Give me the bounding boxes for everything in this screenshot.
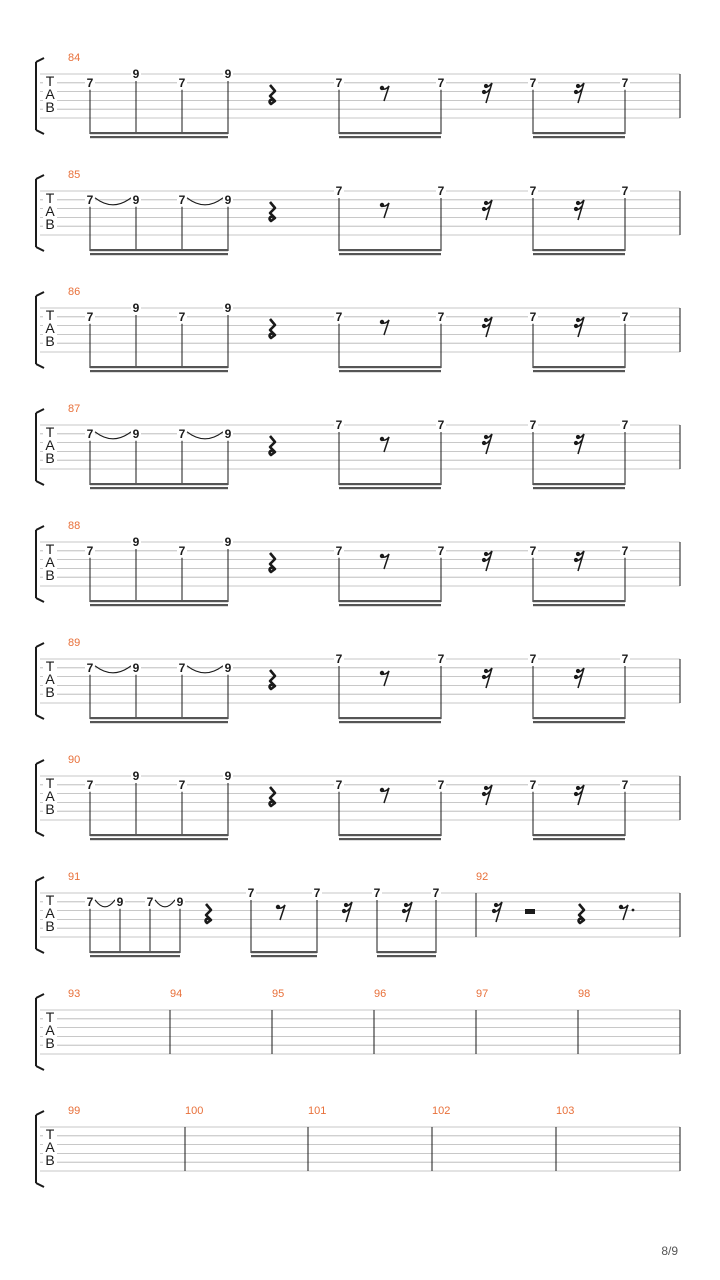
tab-clef-letter: A (45, 203, 55, 219)
staff-system (36, 286, 680, 372)
slur (187, 666, 223, 673)
tab-clef-letter: B (45, 684, 55, 700)
measure-number: 100 (185, 1105, 204, 1117)
beam (533, 487, 625, 489)
measure-number: 85 (68, 169, 81, 181)
fret-number: 7 (86, 75, 94, 90)
measure-number: 103 (556, 1105, 575, 1117)
beam (90, 253, 228, 255)
fret-number: 7 (373, 886, 381, 900)
beam (90, 717, 228, 719)
measure-number: 93 (68, 988, 81, 1000)
tab-clef-letter: B (45, 1035, 55, 1051)
tab-clef-letter: B (45, 801, 55, 817)
beam (251, 955, 317, 957)
beam (90, 721, 228, 723)
fret-number: 9 (116, 894, 124, 909)
tab-clef-letter: B (45, 567, 55, 583)
system-bracket (36, 526, 44, 602)
quarter-rest (206, 904, 211, 923)
fret-number: 7 (621, 777, 629, 792)
beam (533, 366, 625, 368)
fret-number: 7 (621, 543, 629, 558)
fret-number: 7 (621, 75, 629, 90)
beam (533, 838, 625, 840)
beam (90, 487, 228, 489)
tab-clef-letter: T (45, 424, 55, 440)
fret-number: 7 (437, 777, 445, 792)
beam (339, 136, 441, 138)
system-bracket (36, 1111, 44, 1187)
staff-system (36, 637, 680, 723)
fret-number: 9 (224, 301, 232, 315)
fret-number: 9 (132, 301, 140, 315)
measure-number: 89 (68, 637, 81, 649)
beam (533, 600, 625, 602)
fret-number: 7 (178, 660, 186, 675)
fret-number: 9 (224, 769, 232, 783)
tab-clef-letter: A (45, 437, 55, 453)
fret-number: 7 (146, 894, 154, 909)
fret-number: 7 (178, 309, 186, 324)
fret-number: 7 (335, 309, 343, 324)
measure-number: 98 (578, 988, 591, 1000)
fret-number: 7 (529, 75, 537, 90)
beam (533, 370, 625, 372)
fret-number: 7 (86, 894, 94, 909)
fret-number: 7 (437, 418, 445, 432)
beam (90, 136, 228, 138)
fret-number: 7 (529, 652, 537, 666)
tab-clef-letter: B (45, 333, 55, 349)
beam (90, 600, 228, 602)
tab-clef-letter: T (45, 892, 55, 908)
quarter-rest (270, 85, 275, 104)
beam (533, 717, 625, 719)
beam (533, 834, 625, 836)
fret-number: 9 (224, 660, 232, 675)
fret-number: 9 (224, 67, 232, 81)
beam (533, 604, 625, 606)
beam (533, 136, 625, 138)
quarter-rest (270, 436, 275, 455)
beam (533, 483, 625, 485)
beam (339, 132, 441, 134)
fret-number: 7 (529, 184, 537, 198)
quarter-rest (270, 787, 275, 806)
beam (90, 951, 180, 953)
tab-clef-letter: T (45, 541, 55, 557)
fret-number: 7 (313, 886, 321, 900)
beam (90, 834, 228, 836)
system-bracket (36, 760, 44, 836)
fret-number: 7 (86, 192, 94, 207)
beam (339, 366, 441, 368)
fret-number: 7 (437, 543, 445, 558)
fret-number: 7 (621, 184, 629, 198)
system-bracket (36, 994, 44, 1070)
staff-system (36, 169, 680, 255)
measure-number: 91 (68, 871, 81, 883)
beam (339, 721, 441, 723)
tab-clef-letter: A (45, 320, 55, 336)
beam (90, 370, 228, 372)
fret-number: 7 (247, 886, 255, 900)
measure-number: 95 (272, 988, 285, 1000)
fret-number: 9 (224, 426, 232, 441)
fret-number: 7 (86, 543, 94, 558)
beam (90, 483, 228, 485)
beam (90, 838, 228, 840)
tab-clef-letter: B (45, 450, 55, 466)
fret-number: 7 (178, 777, 186, 792)
staff-system (36, 403, 680, 489)
fret-number: 7 (621, 309, 629, 324)
fret-number: 7 (86, 309, 94, 324)
fret-number: 7 (335, 418, 343, 432)
fret-number: 7 (178, 426, 186, 441)
fret-number: 7 (178, 543, 186, 558)
beam (377, 951, 436, 953)
fret-number: 9 (132, 426, 140, 441)
tab-clef-letter: T (45, 190, 55, 206)
tab-clef-letter: B (45, 99, 55, 115)
tab-clef-letter: A (45, 671, 55, 687)
page-number: 8/9 (661, 1244, 678, 1258)
slur (95, 432, 131, 439)
beam (339, 838, 441, 840)
beam (339, 370, 441, 372)
beam (533, 721, 625, 723)
beam (339, 834, 441, 836)
fret-number: 9 (132, 535, 140, 549)
fret-number: 7 (86, 777, 94, 792)
fret-number: 7 (335, 184, 343, 198)
fret-number: 7 (437, 75, 445, 90)
beam (533, 253, 625, 255)
fret-number: 9 (176, 894, 184, 909)
tab-clef-letter: A (45, 788, 55, 804)
tab-clef-letter: T (45, 1126, 55, 1142)
tab-clef-letter: T (45, 775, 55, 791)
fret-number: 7 (335, 652, 343, 666)
system-bracket (36, 292, 44, 368)
fret-number: 7 (86, 426, 94, 441)
tab-clef-letter: A (45, 1139, 55, 1155)
fret-number: 9 (224, 192, 232, 207)
beam (90, 604, 228, 606)
measure-number: 101 (308, 1105, 327, 1117)
slur (187, 198, 223, 205)
tab-clef-letter: B (45, 216, 55, 232)
fret-number: 9 (224, 535, 232, 549)
beam (339, 253, 441, 255)
beam (90, 366, 228, 368)
fret-number: 9 (132, 769, 140, 783)
measure-number: 86 (68, 286, 81, 298)
measure-number: 99 (68, 1105, 81, 1117)
fret-number: 7 (86, 660, 94, 675)
beam (533, 132, 625, 134)
beam (339, 600, 441, 602)
measure-number: 84 (68, 52, 81, 64)
beam (90, 132, 228, 134)
fret-number: 7 (529, 418, 537, 432)
measure-number: 96 (374, 988, 387, 1000)
fret-number: 7 (335, 75, 343, 90)
quarter-rest (270, 202, 275, 221)
system-bracket (36, 58, 44, 134)
tab-clef-letter: T (45, 73, 55, 89)
fret-number: 7 (335, 543, 343, 558)
staff-system (36, 520, 680, 606)
slur (95, 900, 115, 907)
fret-number: 9 (132, 660, 140, 675)
tab-clef-letter: T (45, 307, 55, 323)
quarter-rest (270, 319, 275, 338)
tab-clef-letter: B (45, 1152, 55, 1168)
beam (90, 249, 228, 251)
measure-number: 90 (68, 754, 81, 766)
measure-number: 102 (432, 1105, 451, 1117)
fret-number: 9 (132, 67, 140, 81)
fret-number: 7 (529, 309, 537, 324)
system-bracket (36, 643, 44, 719)
fret-number: 7 (529, 543, 537, 558)
slur (95, 198, 131, 205)
tab-clef-letter: T (45, 658, 55, 674)
quarter-rest (270, 670, 275, 689)
quarter-rest (270, 553, 275, 572)
staff-system (36, 52, 680, 138)
tab-clef-letter: A (45, 86, 55, 102)
beam (251, 951, 317, 953)
slur (155, 900, 175, 907)
beam (533, 249, 625, 251)
rest-dot (632, 909, 635, 912)
tab-clef-letter: T (45, 1009, 55, 1025)
tab-clef-letter: A (45, 1022, 55, 1038)
beam (339, 249, 441, 251)
fret-number: 9 (132, 192, 140, 207)
measure-number: 92 (476, 871, 489, 883)
measure-number: 88 (68, 520, 81, 532)
fret-number: 7 (437, 309, 445, 324)
tab-clef-letter: B (45, 918, 55, 934)
fret-number: 7 (178, 192, 186, 207)
staff-system (36, 754, 680, 840)
system-bracket (36, 877, 44, 953)
staff-system (36, 871, 680, 957)
fret-number: 7 (335, 777, 343, 792)
system-bracket (36, 409, 44, 485)
beam (377, 955, 436, 957)
measure-number: 94 (170, 988, 183, 1000)
beam (339, 483, 441, 485)
staff-system (36, 988, 680, 1070)
system-bracket (36, 175, 44, 251)
fret-number: 7 (432, 886, 440, 900)
staff-system (36, 1105, 680, 1187)
beam (339, 487, 441, 489)
slur (95, 666, 131, 673)
measure-number: 87 (68, 403, 81, 415)
beam (339, 604, 441, 606)
slur (187, 432, 223, 439)
beam (339, 717, 441, 719)
measure-number: 97 (476, 988, 489, 1000)
fret-number: 7 (529, 777, 537, 792)
fret-number: 7 (621, 652, 629, 666)
fret-number: 7 (178, 75, 186, 90)
half-rest (525, 909, 535, 914)
tab-clef-letter: A (45, 554, 55, 570)
fret-number: 7 (437, 184, 445, 198)
tab-clef-letter: A (45, 905, 55, 921)
quarter-rest (579, 904, 584, 923)
beam (90, 955, 180, 957)
fret-number: 7 (621, 418, 629, 432)
fret-number: 7 (437, 652, 445, 666)
